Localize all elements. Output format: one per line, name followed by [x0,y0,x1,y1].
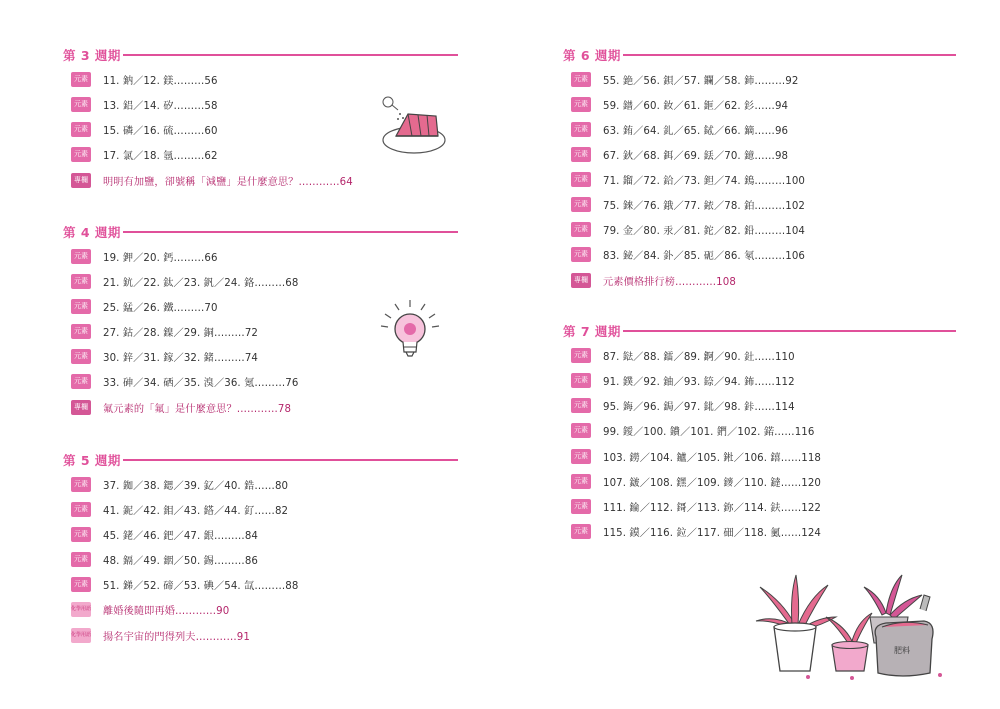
entry-text: 元素價格排行榜…………108 [603,276,736,288]
toc-entry[interactable] [571,471,821,491]
salted-watermelon-illustration [378,92,450,160]
entry-text: 91. 鏷／92. 鈾／93. 錼／94. 鈽……112 [603,376,795,388]
entry-text: 111. 錀／112. 鎶／113. 鉨／114. 鈇……122 [603,502,822,514]
toc-entry[interactable] [571,119,788,139]
entry-text: 71. 鎦／72. 鉿／73. 鉭／74. 鎢………100 [603,175,805,187]
entry-text: 13. 鋁／14. 矽………58 [103,100,218,112]
period-4-section [63,223,458,415]
toc-entry[interactable] [571,420,814,440]
entry-text: 15. 磷／16. 硫………60 [103,125,218,137]
toc-entry[interactable] [571,169,805,189]
period-6-heading [563,46,956,66]
entry-text: 19. 鉀／20. 鈣………66 [103,252,218,264]
element-badge: 元素 [71,299,91,314]
section-divider [123,459,458,461]
entry-text: 37. 銣／38. 鍶／39. 釔／40. 鋯……80 [103,480,289,492]
toc-entry-extra[interactable] [71,625,250,645]
toc-entry[interactable] [571,219,805,239]
toc-entry[interactable] [571,144,788,164]
entry-text: 59. 鐠／60. 釹／61. 鉕／62. 釤……94 [603,100,789,112]
element-badge: 元素 [571,348,591,363]
element-badge: 元素 [71,527,91,542]
element-badge: 元素 [571,449,591,464]
entry-text: 30. 鋅／31. 鎵／32. 鍺………74 [103,352,258,364]
chem-term-badge: 化學用語 [71,602,91,617]
element-badge: 元素 [71,374,91,389]
entry-text: 離婚後隨即再婚…………90 [103,605,230,617]
entry-text: 87. 鍅／88. 鐳／89. 錒／90. 釷……110 [603,351,795,363]
toc-entry-extra[interactable] [71,599,229,619]
light-bulb-illustration [375,296,445,366]
toc-entry[interactable] [71,246,218,266]
period-3-section [63,46,458,188]
toc-entry[interactable] [71,321,258,341]
toc-entry[interactable] [71,549,258,569]
toc-entry[interactable] [571,244,805,264]
toc-entry[interactable] [571,69,798,89]
column-badge: 專欄 [71,400,91,415]
column-badge: 專欄 [571,273,591,288]
toc-entry[interactable] [571,446,821,466]
fertilizer-label: 肥料 [894,646,910,655]
element-badge: 元素 [571,423,591,438]
element-badge: 元素 [571,373,591,388]
toc-entry[interactable] [571,345,795,365]
period-5-heading [63,451,458,471]
element-badge: 元素 [571,222,591,237]
section-divider [123,231,458,233]
toc-entry[interactable] [571,370,795,390]
toc-entry[interactable] [71,94,218,114]
element-badge: 元素 [571,499,591,514]
potted-plants-illustration [752,565,952,685]
element-badge: 元素 [71,552,91,567]
entry-text: 55. 銫／56. 鋇／57. 鑭／58. 鈰………92 [603,75,799,87]
toc-entry[interactable] [71,524,258,544]
toc-entry[interactable] [571,395,795,415]
entry-text: 51. 銻／52. 碲／53. 碘／54. 氙………88 [103,580,299,592]
entry-text: 95. 鋂／96. 鋦／97. 鉳／98. 鉲……114 [603,401,795,413]
toc-entry-column[interactable] [571,270,736,290]
element-badge: 元素 [71,122,91,137]
element-badge: 元素 [71,249,91,264]
element-badge: 元素 [571,197,591,212]
toc-entry[interactable] [71,69,218,89]
toc-entry-column[interactable] [71,170,353,190]
entry-text: 63. 銪／64. 釓／65. 鋱／66. 鏑……96 [603,125,789,137]
toc-entry[interactable] [71,474,288,494]
toc-entry[interactable] [71,499,288,519]
element-badge: 元素 [71,147,91,162]
entry-text: 67. 鈥／68. 鉺／69. 銩／70. 鐿……98 [603,150,789,162]
period-3-heading [63,46,458,66]
entry-text: 41. 鈮／42. 鉬／43. 鎝／44. 釕……82 [103,505,289,517]
entry-text: 揚名宇宙的門得列夫…………91 [103,631,250,643]
toc-entry[interactable] [71,574,298,594]
toc-entry[interactable] [71,119,218,139]
element-badge: 元素 [571,122,591,137]
period-4-heading [63,223,458,243]
element-badge: 元素 [571,524,591,539]
element-badge: 元素 [71,72,91,87]
element-badge: 元素 [571,147,591,162]
period-7-heading [563,322,956,342]
entry-text: 75. 錸／76. 鋨／77. 銥／78. 鉑………102 [603,200,805,212]
element-badge: 元素 [571,398,591,413]
section-divider [623,54,956,56]
entry-text: 27. 鈷／28. 鎳／29. 銅………72 [103,327,258,339]
element-badge: 元素 [571,72,591,87]
toc-entry[interactable] [571,521,821,541]
entry-text: 99. 鑀／100. 鐨／101. 鍆／102. 鍩……116 [603,426,815,438]
element-badge: 元素 [571,247,591,262]
entry-text: 45. 銠／46. 鈀／47. 銀………84 [103,530,258,542]
toc-entry[interactable] [71,346,258,366]
section-title: 第 4 週期 [63,225,121,240]
element-badge: 元素 [571,474,591,489]
entry-text: 25. 錳／26. 鐵………70 [103,302,218,314]
section-title: 第 5 週期 [63,453,121,468]
element-badge: 元素 [71,349,91,364]
entry-text: 107. 𨨏／108. 𨭆／109. 䥑／110. 鐽……120 [603,477,822,489]
element-badge: 元素 [71,502,91,517]
element-badge: 元素 [71,324,91,339]
toc-entry-column[interactable] [71,397,291,417]
entry-text: 33. 砷／34. 硒／35. 溴／36. 氪………76 [103,377,299,389]
section-title: 第 7 週期 [563,324,621,339]
toc-entry[interactable] [71,144,218,164]
element-badge: 元素 [71,477,91,492]
period-7-section [563,322,956,539]
element-badge: 元素 [71,97,91,112]
toc-entry[interactable] [71,371,298,391]
entry-text: 17. 氯／18. 氬………62 [103,150,218,162]
toc-entry[interactable] [71,271,298,291]
toc-entry[interactable] [571,94,788,114]
entry-text: 83. 鉍／84. 釙／85. 砈／86. 氡………106 [603,250,805,262]
entry-text: 103. 鐒／104. 鑪／105. 𨧀／106. 𨭎……118 [603,452,822,464]
element-badge: 元素 [571,97,591,112]
period-5-section [63,451,458,643]
entry-text: 21. 鈧／22. 鈦／23. 釩／24. 鉻………68 [103,277,299,289]
section-title: 第 6 週期 [563,48,621,63]
column-badge: 專欄 [71,173,91,188]
entry-text: 79. 金／80. 汞／81. 鉈／82. 鉛………104 [603,225,805,237]
section-divider [623,330,956,332]
entry-text: 48. 鎘／49. 銦／50. 錫………86 [103,555,258,567]
element-badge: 元素 [571,172,591,187]
chem-term-badge: 化學用語 [71,628,91,643]
entry-text: 11. 鈉／12. 鎂………56 [103,75,218,87]
entry-text: 氟元素的「氟」是什麼意思？…………78 [103,403,292,415]
toc-entry[interactable] [571,194,805,214]
element-badge: 元素 [71,274,91,289]
period-6-section [563,46,956,288]
entry-text: 明明有加鹽，卻號稱「減鹽」是什麼意思？…………64 [103,176,353,188]
element-badge: 元素 [71,577,91,592]
section-divider [123,54,458,56]
entry-text: 115. 鏌／116. 鉝／117. 鿬／118. 鿫……124 [603,527,822,539]
toc-entry[interactable] [571,496,821,516]
section-title: 第 3 週期 [63,48,121,63]
toc-entry[interactable] [71,296,218,316]
